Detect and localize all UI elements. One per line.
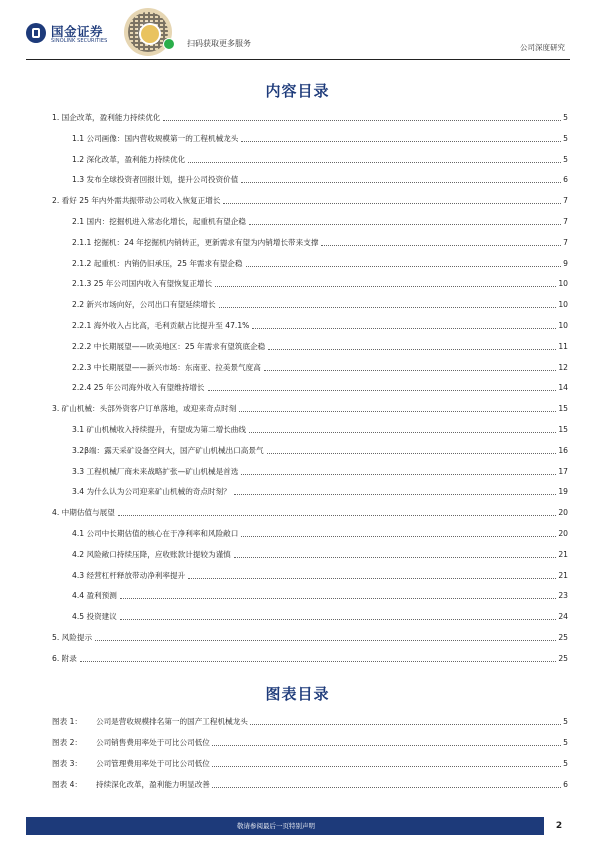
toc-entry-text: 2.2.2 中长期展望——欧美地区：25 年需求有望筑底企稳 [72,341,266,351]
toc-leader-dots [241,140,561,142]
toc-entry[interactable] [52,403,568,415]
toc-entry[interactable] [72,174,568,186]
figure-leader-dots [212,744,561,746]
toc-entry-text: 4. 中期估值与展望 [52,508,115,518]
figure-entry[interactable] [52,737,568,749]
document-type-label: 公司深度研究 [520,43,565,52]
toc-leader-dots [321,244,561,246]
toc-entry-page: 11 [558,341,568,351]
wechat-badge-icon [163,38,175,50]
toc-entry[interactable] [72,445,568,457]
toc-entry[interactable] [52,653,568,665]
toc-entry-page: 6 [563,175,568,185]
toc-leader-dots [246,265,562,267]
toc-entry-page: 25 [558,653,568,663]
toc-leader-dots [234,556,557,558]
figure-leader-dots [250,723,561,725]
figure-entry-page: 5 [563,759,568,768]
figure-entry-page: 5 [563,738,568,747]
toc-leader-dots [268,348,556,350]
figures-toc-title: 图表目录 [265,685,330,703]
toc-entry-text: 5. 风险提示 [52,633,93,642]
toc-leader-dots [241,181,561,183]
figure-entry-page: 5 [563,717,568,726]
toc-entry[interactable] [52,195,568,207]
toc-entry-text: 1.2 深化改革，盈利能力持续优化 [72,154,186,164]
toc-entry[interactable] [72,341,568,353]
logo-icon [26,23,46,43]
toc-entry-page: 5 [563,133,568,143]
toc-entry[interactable] [72,611,568,623]
toc-entry-page: 20 [558,508,568,518]
toc-entry[interactable] [72,590,568,602]
toc-entry-page: 21 [558,549,568,559]
toc-title: 内容目录 [265,82,330,100]
figure-entry-text: 公司管理费用率处于可比公司低位 [96,759,210,768]
toc-entry[interactable] [72,320,568,332]
toc-leader-dots [264,369,557,371]
toc-entry-page: 7 [563,196,568,206]
figure-entry-page: 6 [563,780,568,789]
toc-entry[interactable] [72,133,568,145]
logo-name-en: SINOLINK SECURITIES [51,38,108,44]
toc-leader-dots [120,618,556,620]
figure-entry-text: 公司销售费用率处于可比公司低位 [96,738,210,747]
toc-leader-dots [163,119,561,121]
figure-entry-label: 图表 3： [52,759,83,768]
toc-leader-dots [267,452,557,454]
toc-entry-page: 5 [563,154,568,164]
toc-entry-text: 6. 附录 [52,653,77,663]
toc-entry-text: 3.4 为什么认为公司迎来矿山机械的奇点时刻？ [72,487,231,497]
toc-entry-text: 4.3 经营杠杆释放带动净利率提升 [72,570,186,580]
toc-entry-page: 12 [558,362,568,372]
toc-leader-dots [241,473,556,475]
toc-entry-page: 10 [558,300,568,310]
toc-leader-dots [118,514,557,516]
figure-leader-dots [212,786,561,788]
figure-entry[interactable] [52,716,568,728]
toc-leader-dots [239,410,556,412]
figure-entry[interactable] [52,779,568,791]
page-number: 2 [544,815,574,837]
toc-entry[interactable] [72,154,568,166]
toc-entry-text: 2.2.4 25 年公司海外收入有望维持增长 [72,383,205,393]
toc-entry-page: 5 [563,113,568,122]
toc-entry[interactable] [72,549,568,561]
toc-entry[interactable] [52,112,568,124]
toc-entry-page: 10 [558,279,568,289]
toc-entry-page: 20 [558,529,568,538]
toc-entry-page: 23 [558,591,568,601]
toc-entry-page: 7 [563,217,568,226]
toc-entry-text: 4.2 风险敞口持续压降，应收账款计提较为谨慎 [72,549,231,559]
toc-entry[interactable] [72,299,568,311]
toc-entry-page: 17 [558,466,568,476]
company-logo [26,22,126,46]
toc-entry-text: 1. 国企改革，盈利能力持续优化 [52,113,161,122]
toc-entry-text: 2.1.2 起重机：内销仍旧承压，25 年需求有望企稳 [72,258,243,268]
toc-entry[interactable] [72,362,568,374]
toc-leader-dots [234,493,557,495]
toc-entry[interactable] [72,486,568,498]
toc-entry[interactable] [52,507,568,519]
toc-entry-text: 3.2β端：露天采矿设备空间大，国产矿山机械出口高景气 [72,445,264,455]
toc-leader-dots [249,223,561,225]
figure-leader-dots [212,765,561,767]
figure-entry-text: 公司是营收规模排名第一的国产工程机械龙头 [96,717,248,726]
toc-leader-dots [188,161,561,163]
toc-entry-page: 15 [558,404,568,414]
toc-leader-dots [252,327,556,329]
toc-entry[interactable] [72,528,568,540]
toc-entry-text: 1.1 公司画像：国内营收规模第一的工程机械龙头 [72,133,239,143]
toc-entry-page: 25 [558,633,568,642]
toc-entry-page: 16 [558,445,568,455]
toc-leader-dots [80,660,556,662]
toc-entry-text: 3.1 矿山机械收入持续提升，有望成为第二增长曲线 [72,425,246,434]
toc-entry-page: 24 [558,612,568,622]
toc-leader-dots [219,306,557,308]
figure-entry[interactable] [52,758,568,770]
toc-entry[interactable] [72,278,568,290]
toc-entry[interactable] [72,466,568,478]
toc-entry[interactable] [52,632,568,644]
toc-entry-text: 2. 看好 25 年内外需共振带动公司收入恢复正增长 [52,196,221,206]
toc-entry-text: 2.1 国内：挖掘机进入常态化增长，起重机有望企稳 [72,217,246,226]
toc-leader-dots [241,535,556,537]
toc-entry-text: 3. 矿山机械：头部外资客户订单落地，或迎来奇点时刻 [52,404,237,414]
toc-entry-text: 4.1 公司中长期估值的核心在于净利率和风险敞口 [72,529,239,538]
toc-entry-text: 4.5 投资建议 [72,612,117,622]
figure-entry-label: 图表 1： [52,717,83,726]
toc-entry[interactable] [72,424,568,436]
toc-entry-page: 15 [558,425,568,434]
figure-entry-label: 图表 2： [52,738,83,747]
toc-entry-page: 7 [563,237,568,247]
page-footer [26,817,570,835]
toc-entry-text: 2.1.3 25 年公司国内收入有望恢复正增长 [72,279,213,289]
toc-entry-text: 2.2 新兴市场向好，公司出口有望延续增长 [72,300,216,310]
toc-entry[interactable] [72,570,568,582]
toc-leader-dots [215,285,556,287]
page-header [0,0,595,62]
figure-entry-text: 持续深化改革，盈利能力明显改善 [96,780,210,789]
toc-entry-page: 9 [563,258,568,268]
toc-entry-text: 2.2.3 中长期展望——新兴市场：东南亚、拉美景气度高 [72,362,261,372]
toc-entry-text: 3.3 工程机械厂商未来战略扩张—矿山机械是首选 [72,466,239,476]
toc-entry-text: 4.4 盈利预测 [72,591,117,601]
toc-leader-dots [95,639,556,641]
toc-leader-dots [249,431,556,433]
toc-leader-dots [120,597,556,599]
toc-entry-page: 14 [558,383,568,393]
qr-caption: 扫码获取更多服务 [187,39,251,48]
toc-entry[interactable] [72,237,568,249]
toc-leader-dots [223,202,561,204]
toc-leader-dots [208,389,557,391]
header-divider [26,59,570,60]
logo-name-cn: 国金证券 [51,24,104,39]
toc-leader-dots [188,577,556,579]
toc-entry[interactable] [72,258,568,270]
footer-disclaimer: 敬请参阅最后一页特别声明 [237,822,315,830]
figure-entry-label: 图表 4： [52,780,83,789]
toc-entry-page: 21 [558,570,568,580]
toc-entry-text: 2.2.1 海外收入占比高，毛利贡献占比提升至 47.1% [72,321,250,330]
toc-entry-page: 10 [558,321,568,330]
toc-entry-text: 2.1.1 挖掘机：24 年挖掘机内销转正，更新需求有望为内销增长带来支撑 [72,237,319,247]
toc-entry-page: 19 [558,487,568,497]
toc-entry[interactable] [72,216,568,228]
toc-entry[interactable] [72,382,568,394]
toc-entry-text: 1.3 发布全球投资者回报计划，提升公司投资价值 [72,175,239,185]
